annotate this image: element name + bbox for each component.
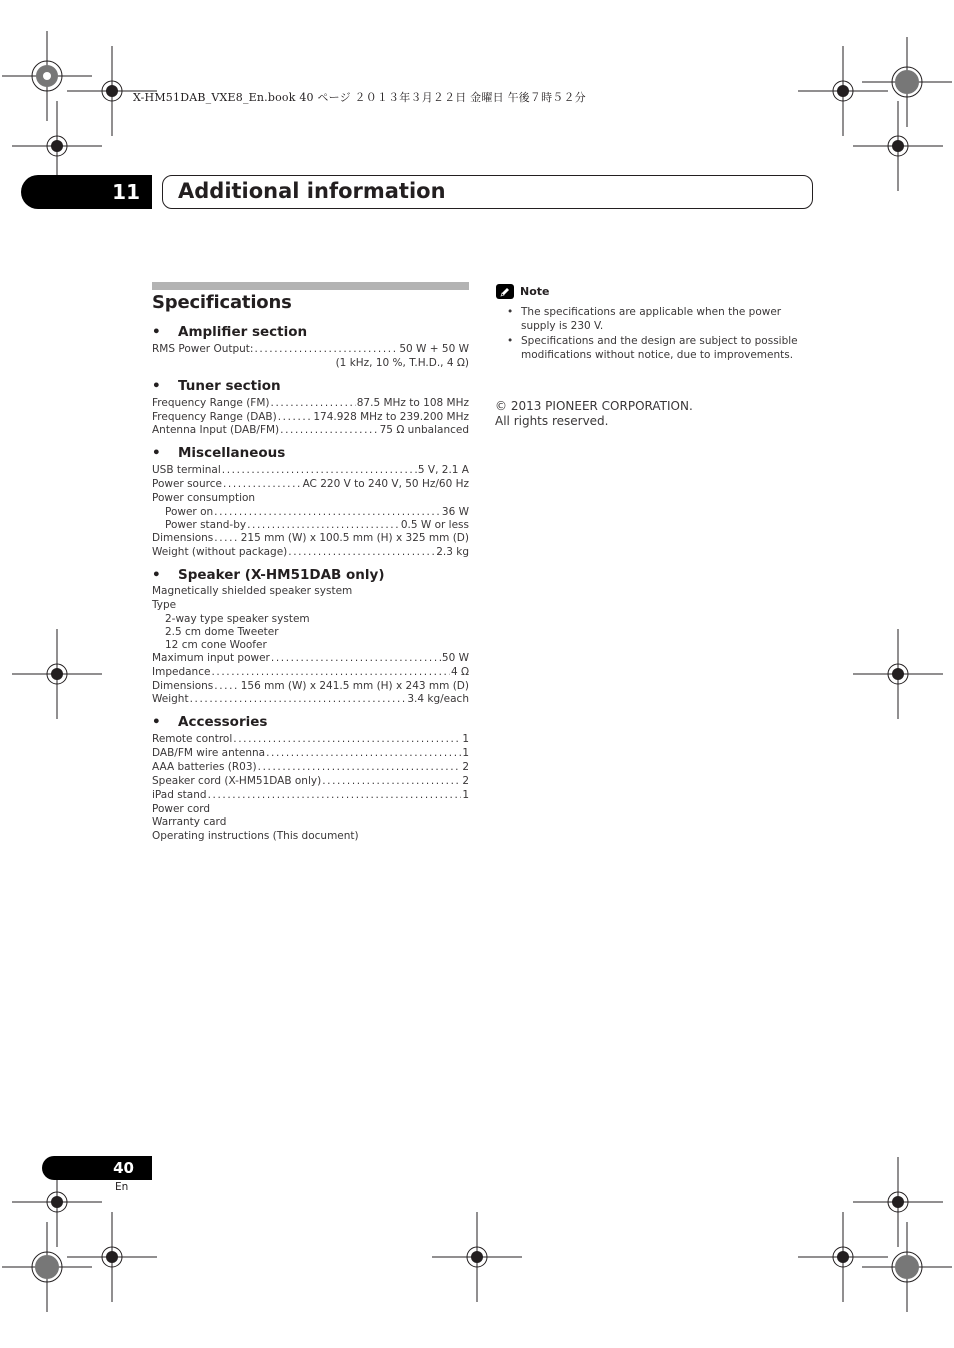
tuner-heading: • Tuner section xyxy=(152,378,281,394)
accessory-item: Operating instructions (This document) xyxy=(152,830,359,842)
registration-mark-bottom-right-2 xyxy=(862,1222,952,1312)
note-item: • Specifications and the design are subject to possible modifications without notice, due to improvements. xyxy=(507,335,798,361)
registration-mark-right-upper xyxy=(853,101,943,191)
speaker-type-item: 2.5 cm dome Tweeter xyxy=(165,626,279,638)
spec-row-standby: Power stand-by ..... 0.5 W or less xyxy=(165,518,469,532)
spec-row-fm: Frequency Range (FM) ..... 87.5 MHz to 108 MHz xyxy=(152,396,469,410)
speaker-shielded: Magnetically shielded speaker system xyxy=(152,585,353,597)
spec-row-rms: RMS Power Output: ..... 50 W + 50 W xyxy=(152,342,469,356)
spec-row-power-source: Power source ..... AC 220 V to 240 V, 50 Hz/60 Hz xyxy=(152,477,469,491)
registration-mark-right-middle xyxy=(853,629,943,719)
speaker-type-label: Type xyxy=(152,599,177,611)
section-rule xyxy=(152,282,469,290)
page-number: 40 xyxy=(42,1156,152,1180)
specifications-title: Specifications xyxy=(152,292,292,313)
registration-mark-left-middle xyxy=(12,629,102,719)
pencil-note-icon xyxy=(496,284,514,299)
spec-row-impedance: Impedance ..... 4 Ω xyxy=(152,665,469,679)
print-header: X-HM51DAB_VXE8_En.book 40 ページ ２０１３年３月２２日 金曜日 午後７時５２分 xyxy=(133,91,586,104)
note-header xyxy=(496,284,549,299)
accessory-item: Power cord xyxy=(152,803,211,815)
speaker-type-item: 2-way type speaker system xyxy=(165,613,310,625)
registration-mark-bottom-center xyxy=(432,1212,522,1302)
spec-row-antenna: Antenna Input (DAB/FM) ..... 75 Ω unbalanced xyxy=(152,423,469,437)
accessories-heading: • Accessories xyxy=(152,714,268,730)
note-label: Note xyxy=(520,285,550,298)
power-consumption-label: Power consumption xyxy=(152,492,256,504)
spec-row-speaker-dimensions: Dimensions ..... 156 mm (W) x 241.5 mm (H) x 243 mm (D) xyxy=(152,679,469,693)
page-language: En xyxy=(115,1181,129,1193)
spec-row-speaker-weight: Weight ..... 3.4 kg/each xyxy=(152,692,469,706)
accessory-row: AAA batteries (R03) ..... 2 xyxy=(152,760,469,774)
miscellaneous-heading: • Miscellaneous xyxy=(152,445,286,461)
chapter-title: Additional information xyxy=(162,175,813,209)
rights-line: All rights reserved. xyxy=(495,414,609,428)
chapter-number: 11 xyxy=(21,175,152,209)
spec-row-dab: Frequency Range (DAB) ..... 174.928 MHz to 239.200 MHz xyxy=(152,410,469,424)
note-item: • The specifications are applicable when the power supply is 230 V. xyxy=(507,306,782,332)
spec-row-weight: Weight (without package) ..... 2.3 kg xyxy=(152,545,469,559)
accessory-row: Speaker cord (X-HM51DAB only) ..... 2 xyxy=(152,774,469,788)
accessory-row: iPad stand ..... 1 xyxy=(152,788,469,802)
accessory-row: Remote control ..... 1 xyxy=(152,732,469,746)
copyright-line: © 2013 PIONEER CORPORATION. xyxy=(495,399,693,413)
speaker-heading: • Speaker (X-HM51DAB only) xyxy=(152,567,385,583)
registration-mark-bottom-left-2 xyxy=(67,1212,157,1302)
spec-row-power-on: Power on ..... 36 W xyxy=(165,505,469,519)
accessory-row: DAB/FM wire antenna ..... 1 xyxy=(152,746,469,760)
rms-condition: (1 kHz, 10 %, T.H.D., 4 Ω) xyxy=(335,357,469,369)
spec-row-dimensions: Dimensions ..... 215 mm (W) x 100.5 mm (H) x 325 mm (D) xyxy=(152,531,469,545)
spec-row-max-input: Maximum input power ..... 50 W xyxy=(152,651,469,665)
amplifier-heading: • Amplifier section xyxy=(152,324,308,340)
spec-row-usb: USB terminal ..... 5 V, 2.1 A xyxy=(152,463,469,477)
speaker-type-item: 12 cm cone Woofer xyxy=(165,639,267,651)
accessory-item: Warranty card xyxy=(152,816,227,828)
